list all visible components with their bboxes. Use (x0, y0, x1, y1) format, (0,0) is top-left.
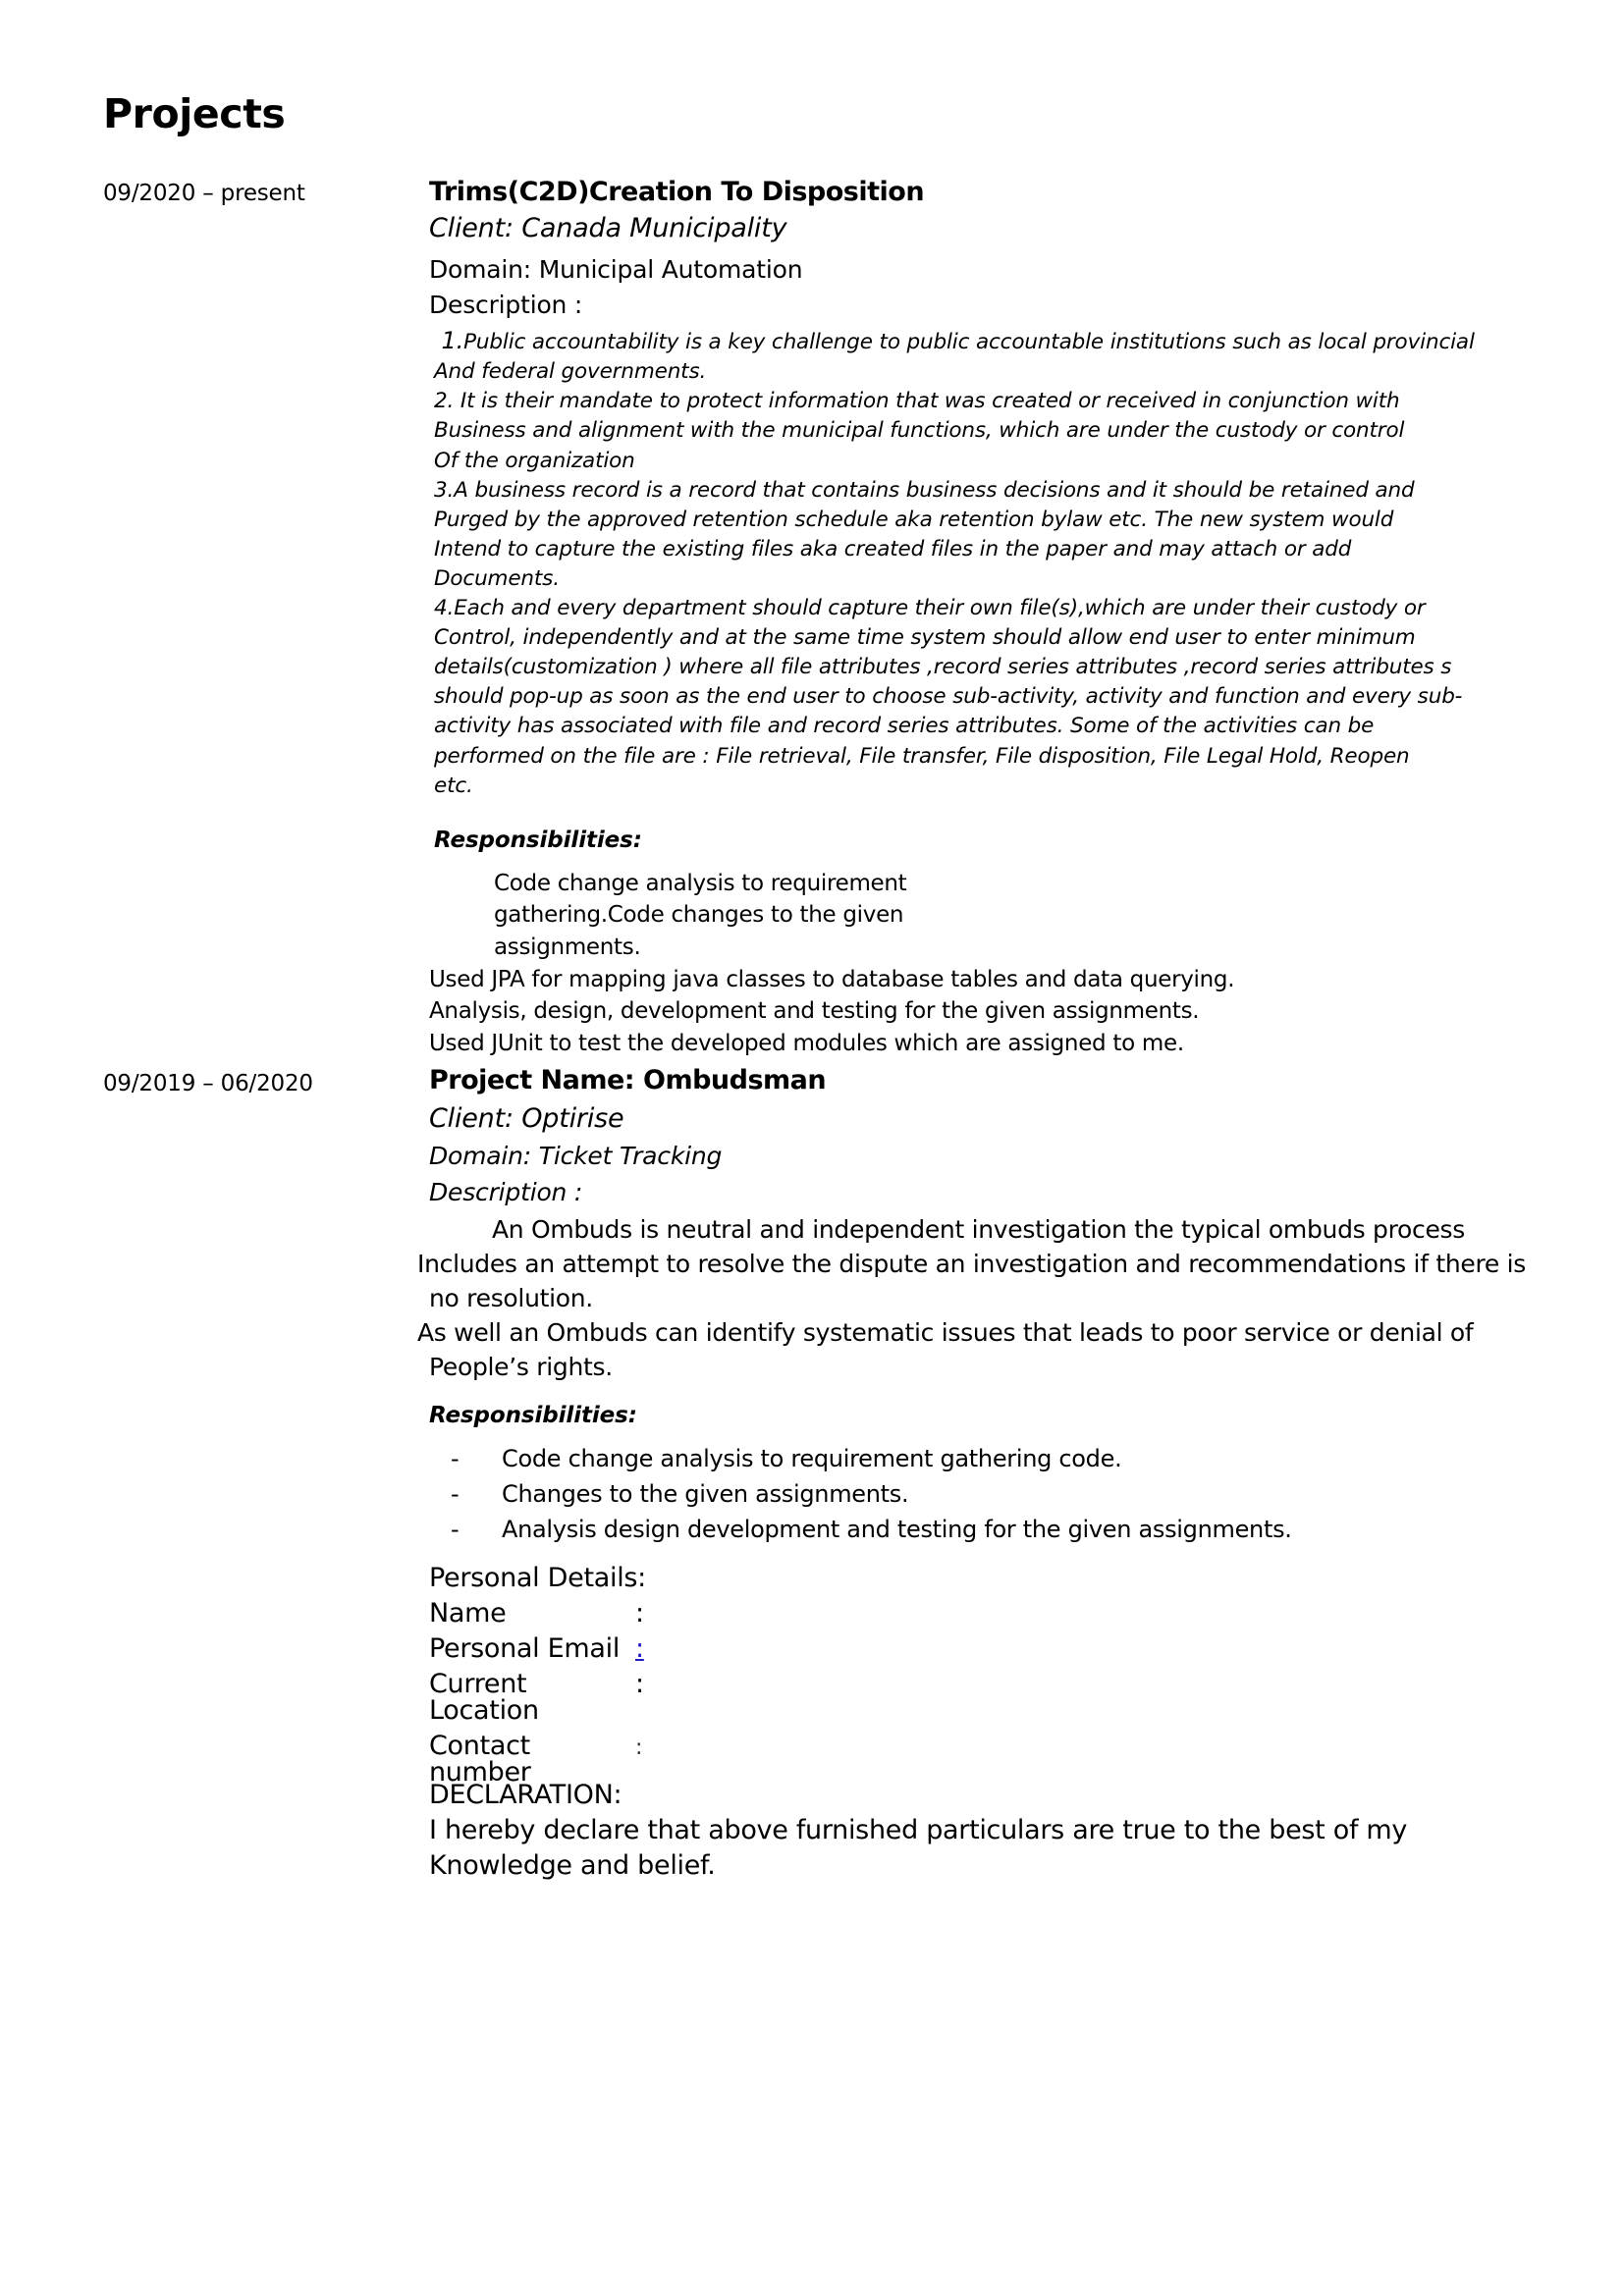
personal-details-heading: Personal Details: (429, 1563, 646, 1593)
list-item-label: Changes to the given assignments. (502, 1479, 909, 1508)
list-item-label: Analysis design development and testing for the given assignments. (502, 1515, 1292, 1543)
project-2-dates: 09/2019 – 06/2020 (103, 1071, 313, 1096)
project-1-description-body (429, 325, 1529, 801)
description-point-line: 4.Each and every department should capture their own file(s),which are under their custody or (434, 596, 1426, 621)
description-point-line: performed on the file are : File retrieval, File transfer, File disposition, File Legal Hold, Reopen (434, 743, 1410, 769)
project-1-description-label: Description : (429, 290, 583, 319)
project-2-description-label: Description : (429, 1177, 583, 1206)
responsibility-line: Analysis, design, development and testing for the given assignments. (429, 998, 1200, 1025)
personal-details-row-name (429, 1600, 1529, 1627)
project-1-block (429, 177, 1529, 1060)
description-point-line: 1.Public accountability is a key challenge to public accountable institutions such as local provincial (434, 326, 1475, 354)
list-item (451, 1479, 1529, 1508)
project-2-domain: Domain: Ticket Tracking (429, 1141, 723, 1170)
description-point-line: And federal governments. (434, 359, 707, 385)
description-point-line: Business and alignment with the municipal functions, which are under the custody or control (434, 418, 1405, 444)
responsibility-line: gathering.Code changes to the given (494, 902, 904, 929)
project-1-dates: 09/2020 – present (103, 181, 305, 206)
responsibility-line: Used JUnit to test the developed modules which are assigned to me. (429, 1030, 1184, 1056)
list-item (451, 1515, 1529, 1543)
description-line: no resolution. (429, 1283, 593, 1312)
email-link-separator[interactable]: : (635, 1633, 644, 1664)
description-line: People’s rights. (429, 1352, 613, 1381)
project-2-block (417, 1065, 1529, 1553)
responsibility-line: assignments. (494, 934, 641, 960)
description-point-line: Purged by the approved retention schedule aka retention bylaw etc. The new system would (434, 507, 1394, 532)
description-point-line: Of the organization (434, 448, 635, 473)
field-label: Personal Email (429, 1633, 621, 1664)
field-label: Current Location (429, 1669, 539, 1726)
declaration-line: Knowledge and belief. (429, 1849, 716, 1881)
project-2-client: Client: Optirise (429, 1102, 624, 1134)
description-point-line: Documents. (434, 565, 560, 591)
description-point-line: 2. It is their mandate to protect information that was created or received in conjunction with (434, 389, 1400, 414)
dash-bullet-icon: - (451, 1515, 460, 1543)
field-separator: : (635, 1669, 644, 1699)
project-1-responsibilities-label: Responsibilities: (434, 827, 642, 853)
project-2-name: Project Name: Ombudsman (429, 1065, 827, 1095)
project-2-responsibilities-list (429, 1444, 1529, 1543)
field-label: Name (429, 1598, 507, 1629)
project-2-description-body (417, 1212, 1529, 1384)
declaration-heading: DECLARATION: (429, 1780, 622, 1810)
declaration-line: I hereby declare that above furnished particulars are true to the best of my (429, 1814, 1408, 1845)
description-line: As well an Ombuds can identify systematic issues that leads to poor service or denial of (417, 1317, 1474, 1347)
responsibility-line: Code change analysis to requirement (494, 870, 907, 896)
description-line: Includes an attempt to resolve the dispute an investigation and recommendations if there is (417, 1249, 1526, 1278)
personal-details-block (429, 1565, 1529, 1794)
description-point-line: Intend to capture the existing files aka created files in the paper and may attach or add (434, 536, 1352, 561)
dash-bullet-icon: - (451, 1479, 460, 1508)
project-1-client: Client: Canada Municipality (429, 212, 787, 243)
dash-bullet-icon: - (451, 1444, 460, 1472)
list-item (451, 1444, 1529, 1472)
description-line: An Ombuds is neutral and independent investigation the typical ombuds process (492, 1214, 1466, 1244)
project-1-domain: Domain: Municipal Automation (429, 254, 803, 284)
project-1-name: Trims(C2D)Creation To Disposition (429, 177, 925, 207)
description-point-line: should pop-up as soon as the end user to choose sub-activity, activity and function and every sub- (434, 684, 1463, 710)
description-point-line: details(customization ) where all file attributes ,record series attributes ,record series attributes s (434, 655, 1452, 680)
declaration-block (429, 1778, 1529, 1884)
personal-details-row-email (429, 1635, 1529, 1662)
description-point-line: Control, independently and at the same time system should allow end user to enter minimum (434, 625, 1416, 651)
list-item-label: Code change analysis to requirement gathering code. (502, 1444, 1122, 1472)
personal-details-row-location (429, 1671, 1529, 1724)
project-1-responsibilities-list (429, 868, 1529, 1060)
page-title: Projects (103, 90, 286, 137)
field-label: Contact number (429, 1731, 531, 1788)
description-point-line: 3.A business record is a record that contains business decisions and it should be retained and (434, 477, 1415, 503)
responsibility-line: Used JPA for mapping java classes to database tables and data querying. (429, 966, 1235, 992)
field-separator: : (635, 1735, 643, 1760)
description-point-line: etc. (434, 773, 473, 798)
description-point-line: activity has associated with file and record series attributes. Some of the activities can be (434, 714, 1375, 739)
field-separator: : (635, 1598, 644, 1629)
project-2-responsibilities-label: Responsibilities: (429, 1402, 637, 1428)
